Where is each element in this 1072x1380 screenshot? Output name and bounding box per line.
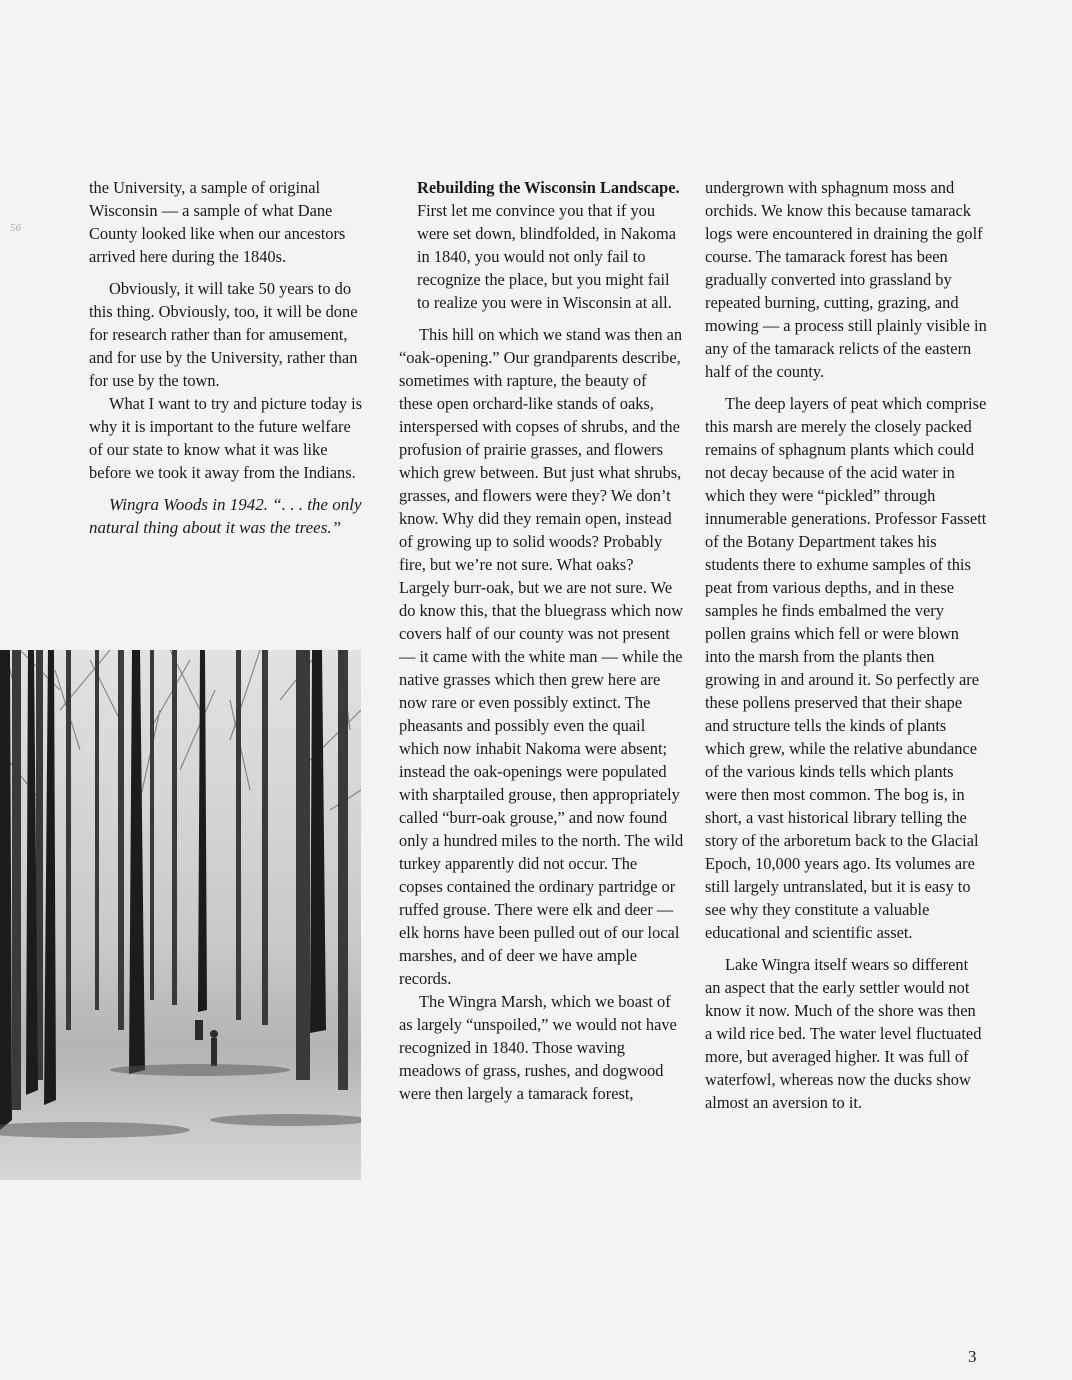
paragraph: Lake Wingra itself wears so different an aspect that the early settler would not know it now. Much of the shore was then a wild rice bed. The water level fluctuated more, but averaged higher. It was full of waterfowl, whereas now the ducks show almost an aversion to it. [705,955,982,1112]
photo-caption: Wingra Woods in 1942. “. . . the only natural thing about it was the trees.” [89,495,362,537]
page-number: 3 [968,1347,977,1366]
section-heading: Rebuilding the Wisconsin Landscape. [417,178,680,197]
paragraph: undergrown with sphagnum moss and orchids. We know this because tamarack logs were encountered in draining the golf course. The tamarack forest has been gradually converted into grassland by repeated burning, cutting, grazing, and mowing — a process still plainly visible in any of the tamarack relicts of the eastern half of the county. [705,178,987,381]
paragraph: The deep layers of peat which comprise this marsh are merely the closely packed remains of sphagnum plants which could not decay because of the acid water in which they were “pickled” through innumerable generations. Professor Fassett of the Botany Department takes his students there to exhume samples of this peat from various depths, and in these samples he finds embalmed the very pollen grains which fell or were blown into the marsh from the plants then growing in and around it. So perfectly are these pollens preserved that their shape and structure tells the kinds of plants which grew, while the relative abundance of the various kinds tells which plants were then most common. The bog is, in short, a vast historical library telling the story of the arboretum back to the Glacial Epoch, 10,000 years ago. Its volumes are still largely untranslated, but it is easy to see why they constitute a valuable educational and scientific asset. [705,394,987,942]
paragraph: This hill on which we stand was then an “oak-opening.” Our grandparents describe, sometimes with rapture, the beauty of these open orchard-like stands of oaks, interspersed with copses of shrubs, and the profusion of prairie grasses, and flowers which grew between. But just what shrubs, grasses, and flowers were they? We don’t know. Why did they remain open, instead of growing up to solid woods? Probably fire, but we’re not sure. What oaks? Largely burr-oak, but we are not sure. We do know this, that the bluegrass which now covers half of our county was not present — it came with the white man — while the native grasses which then grew here are now rare or even possibly extinct. The pheasants and possibly even the quail which now inhabit Nakoma were absent; instead the oak-openings were populated with sharptailed grouse, then appropriately called “burr-oak grouse,” and now found only a hundred miles to the north. The wild turkey apparently did not occur. The copses contained the ordinary partridge or ruffed grouse. There were elk and deer — elk horns have been pulled out of our local marshes, and of deer we have ample records. [399,325,684,988]
column-2 [399,176,684,1114]
paragraph: The Wingra Marsh, which we boast of as largely “unspoiled,” we would not have recognized in 1840. Those waving meadows of grass, rushes, and dogwood were then largely a tamarack forest, [399,992,677,1103]
paragraph [399,176,684,314]
paragraph-text: First let me convince you that if you were set down, blindfolded, in Nakoma in 1840, you would not only fail to recognize the place, but you might fail to realize you were in Wisconsin at all. [417,201,677,312]
column-1 [89,176,367,548]
margin-mark: 56 [10,222,21,234]
wingra-woods-photo [0,650,361,1180]
paragraph: What I want to try and picture today is why it is important to the future welfare of our state to know what it was like before we took it away from the Indians. [89,394,363,482]
paragraph: the University, a sample of original Wisconsin — a sample of what Dane County looked like when our ancestors arrived here during the 1840s. [89,178,346,266]
column-3 [705,176,987,1123]
paragraph: Obviously, it will take 50 years to do this thing. Obviously, too, it will be done for research rather than for amusement, and for use by the University, rather than for use by the town. [89,279,358,390]
